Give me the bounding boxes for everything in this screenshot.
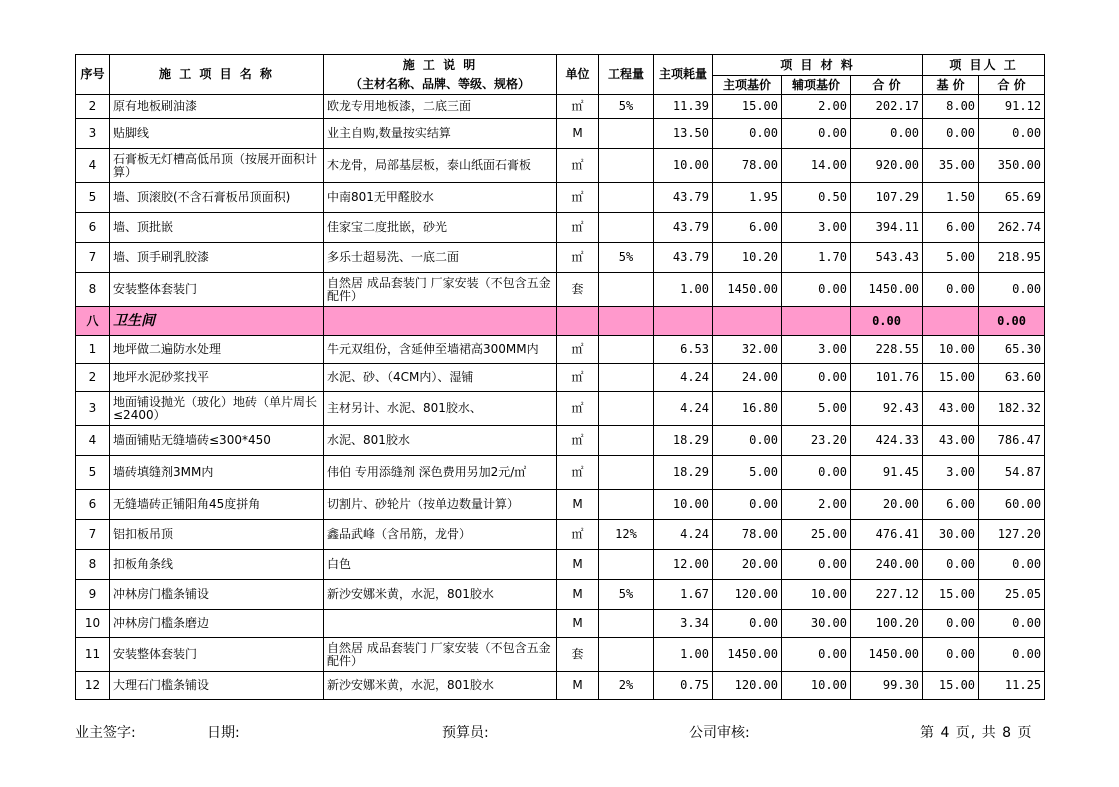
row-no: 8 [76,550,110,580]
row-main-base: 24.00 [713,364,782,392]
header-name: 施 工 项 目 名 称 [110,55,324,95]
row-main-base: 120.00 [713,580,782,610]
row-aux-base: 14.00 [782,149,851,183]
row-name: 无缝墙砖正铺阳角45度拼角 [110,490,324,520]
row-usage: 12.00 [654,550,713,580]
row-mat-total: 394.11 [851,213,923,243]
row-labor-total: 65.30 [979,336,1045,364]
row-aux-base: 23.20 [782,426,851,456]
row-unit: M [557,610,599,638]
row-usage: 18.29 [654,456,713,490]
row-labor-base: 15.00 [923,672,979,700]
row-labor-total: 63.60 [979,364,1045,392]
row-qty [599,610,654,638]
row-no: 12 [76,672,110,700]
row-labor-base: 8.00 [923,95,979,119]
row-name: 墙面铺贴无缝墙砖≤300*450 [110,426,324,456]
row-desc: 切割片、砂轮片（按单边数量计算） [324,490,557,520]
table-row [76,149,1045,183]
row-labor-base: 15.00 [923,580,979,610]
row-qty: 5% [599,95,654,119]
row-aux-base: 2.00 [782,95,851,119]
section-cell [782,307,851,336]
row-main-base: 1450.00 [713,273,782,307]
section-name: 卫生间 [110,307,324,336]
section-cell [599,307,654,336]
row-no: 1 [76,336,110,364]
row-aux-base: 0.00 [782,364,851,392]
row-desc: 中南801无甲醛胶水 [324,183,557,213]
row-desc: 自然居 成品套装门 厂家安装（不包含五金配件） [324,273,557,307]
row-unit: ㎡ [557,456,599,490]
row-desc: 牛元双组份，含延伸至墙裙高300MM内 [324,336,557,364]
row-labor-base: 35.00 [923,149,979,183]
row-unit: M [557,580,599,610]
row-desc: 佳家宝二度批嵌，砂光 [324,213,557,243]
row-main-base: 10.20 [713,243,782,273]
row-mat-total: 91.45 [851,456,923,490]
header-aux-base: 辅项基价 [782,76,851,95]
row-desc: 欧龙专用地板漆，二底三面 [324,95,557,119]
row-labor-total: 0.00 [979,638,1045,672]
row-main-base: 15.00 [713,95,782,119]
row-aux-base: 3.00 [782,336,851,364]
row-main-base: 5.00 [713,456,782,490]
row-no: 11 [76,638,110,672]
row-labor-base: 6.00 [923,490,979,520]
table-row [76,426,1045,456]
row-labor-base: 43.00 [923,426,979,456]
row-aux-base: 0.00 [782,273,851,307]
header-material: 项 目 材 料 [713,55,923,76]
row-labor-total: 91.12 [979,95,1045,119]
row-desc: 多乐士超易洗、一底二面 [324,243,557,273]
row-usage: 0.75 [654,672,713,700]
header-seq: 序号 [76,55,110,95]
row-name: 墙、顶手刷乳胶漆 [110,243,324,273]
table-row [76,336,1045,364]
row-name: 安装整体套装门 [110,638,324,672]
row-no: 8 [76,273,110,307]
row-usage: 10.00 [654,490,713,520]
row-usage: 43.79 [654,183,713,213]
row-labor-total: 127.20 [979,520,1045,550]
row-labor-base: 0.00 [923,638,979,672]
row-usage: 1.00 [654,638,713,672]
row-mat-total: 99.30 [851,672,923,700]
header-qty: 工程量 [599,55,654,95]
row-no: 2 [76,364,110,392]
row-labor-base: 0.00 [923,610,979,638]
row-qty [599,392,654,426]
row-qty [599,183,654,213]
row-qty [599,364,654,392]
row-aux-base: 0.00 [782,550,851,580]
row-no: 6 [76,490,110,520]
row-main-base: 6.00 [713,213,782,243]
row-mat-total: 228.55 [851,336,923,364]
row-name: 地坪做二遍防水处理 [110,336,324,364]
row-labor-base: 5.00 [923,243,979,273]
row-usage: 4.24 [654,364,713,392]
header-labor: 项 目人 工 [923,55,1045,76]
row-unit: M [557,672,599,700]
header-desc-sub: （主材名称、品牌、等级、规格） [324,76,557,95]
row-labor-base: 6.00 [923,213,979,243]
page-indicator: 第 4 页, 共 8 页 [920,725,1033,741]
row-aux-base: 10.00 [782,672,851,700]
row-no: 6 [76,213,110,243]
row-main-base: 78.00 [713,520,782,550]
row-aux-base: 0.00 [782,638,851,672]
row-desc: 业主自购,数量按实结算 [324,119,557,149]
section-labor-total: 0.00 [979,307,1045,336]
row-main-base: 32.00 [713,336,782,364]
row-usage: 3.34 [654,610,713,638]
table-row [76,520,1045,550]
row-labor-total: 786.47 [979,426,1045,456]
row-no: 9 [76,580,110,610]
section-cell [557,307,599,336]
row-name: 墙、顶批嵌 [110,213,324,243]
row-labor-base: 3.00 [923,456,979,490]
row-labor-total: 218.95 [979,243,1045,273]
row-labor-total: 0.00 [979,610,1045,638]
row-usage: 4.24 [654,520,713,550]
row-main-base: 120.00 [713,672,782,700]
row-main-base: 0.00 [713,610,782,638]
row-unit: ㎡ [557,95,599,119]
row-mat-total: 1450.00 [851,638,923,672]
row-desc: 自然居 成品套装门 厂家安装（不包含五金配件） [324,638,557,672]
row-desc: 水泥、801胶水 [324,426,557,456]
row-desc: 新沙安娜米黄，水泥，801胶水 [324,672,557,700]
row-labor-total: 350.00 [979,149,1045,183]
section-mat-total: 0.00 [851,307,923,336]
row-mat-total: 227.12 [851,580,923,610]
row-usage: 10.00 [654,149,713,183]
row-unit: M [557,119,599,149]
row-qty [599,149,654,183]
row-unit: ㎡ [557,392,599,426]
row-no: 4 [76,149,110,183]
estimator-label: 预算员: [442,725,489,741]
row-no: 3 [76,392,110,426]
header-unit: 单位 [557,55,599,95]
table-row [76,95,1045,119]
row-no: 5 [76,183,110,213]
row-qty [599,456,654,490]
header-labor-total: 合 价 [979,76,1045,95]
row-qty [599,638,654,672]
row-unit: ㎡ [557,149,599,183]
row-desc: 木龙骨，局部基层板，泰山纸面石膏板 [324,149,557,183]
row-unit: ㎡ [557,183,599,213]
row-name: 地面铺设抛光（玻化）地砖（单片周长≤2400） [110,392,324,426]
row-labor-base: 15.00 [923,364,979,392]
table-row [76,273,1045,307]
row-mat-total: 101.76 [851,364,923,392]
row-mat-total: 543.43 [851,243,923,273]
row-labor-base: 0.00 [923,119,979,149]
row-labor-total: 54.87 [979,456,1045,490]
row-desc: 伟伯 专用添缝剂 深色费用另加2元/㎡ [324,456,557,490]
row-labor-total: 65.69 [979,183,1045,213]
row-labor-total: 0.00 [979,119,1045,149]
row-mat-total: 20.00 [851,490,923,520]
row-name: 原有地板刷油漆 [110,95,324,119]
section-cell [923,307,979,336]
row-labor-base: 0.00 [923,273,979,307]
row-mat-total: 476.41 [851,520,923,550]
row-unit: ㎡ [557,520,599,550]
row-qty [599,273,654,307]
header-row-1 [76,55,1045,76]
row-aux-base: 0.00 [782,119,851,149]
table-row [76,243,1045,273]
header-mat-total: 合 价 [851,76,923,95]
row-no: 4 [76,426,110,456]
row-mat-total: 920.00 [851,149,923,183]
section-cell [713,307,782,336]
table-row [76,580,1045,610]
owner-sign-label: 业主签字: [75,725,136,741]
row-aux-base: 0.50 [782,183,851,213]
row-main-base: 16.80 [713,392,782,426]
row-aux-base: 25.00 [782,520,851,550]
section-cell [324,307,557,336]
row-main-base: 0.00 [713,490,782,520]
row-qty [599,490,654,520]
row-labor-total: 11.25 [979,672,1045,700]
row-labor-total: 262.74 [979,213,1045,243]
row-usage: 13.50 [654,119,713,149]
row-mat-total: 0.00 [851,119,923,149]
row-mat-total: 202.17 [851,95,923,119]
row-desc: 新沙安娜米黄，水泥，801胶水 [324,580,557,610]
row-unit: ㎡ [557,243,599,273]
table-row [76,364,1045,392]
section-cell [654,307,713,336]
row-mat-total: 107.29 [851,183,923,213]
row-no: 7 [76,520,110,550]
row-aux-base: 30.00 [782,610,851,638]
row-labor-total: 0.00 [979,273,1045,307]
row-qty [599,119,654,149]
row-name: 安装整体套装门 [110,273,324,307]
row-labor-total: 0.00 [979,550,1045,580]
row-main-base: 78.00 [713,149,782,183]
section-row [76,307,1045,336]
row-qty [599,550,654,580]
row-unit: ㎡ [557,426,599,456]
row-mat-total: 424.33 [851,426,923,456]
row-unit: 套 [557,638,599,672]
table-row [76,490,1045,520]
table-row [76,672,1045,700]
row-qty: 5% [599,243,654,273]
row-unit: M [557,550,599,580]
row-labor-base: 30.00 [923,520,979,550]
row-qty: 12% [599,520,654,550]
row-unit: ㎡ [557,213,599,243]
row-main-base: 20.00 [713,550,782,580]
date-label: 日期: [207,725,240,741]
row-name: 石膏板无灯槽高低吊顶（按展开面积计算） [110,149,324,183]
table-row [76,638,1045,672]
table-row [76,610,1045,638]
row-name: 贴脚线 [110,119,324,149]
table-row [76,456,1045,490]
row-name: 冲林房门槛条铺设 [110,580,324,610]
row-aux-base: 1.70 [782,243,851,273]
company-review-label: 公司审核: [689,725,750,741]
row-desc: 水泥、砂、（4CM内）、湿铺 [324,364,557,392]
row-labor-total: 182.32 [979,392,1045,426]
row-labor-total: 60.00 [979,490,1045,520]
row-name: 扣板角条线 [110,550,324,580]
table-row [76,183,1045,213]
row-usage: 43.79 [654,213,713,243]
row-mat-total: 1450.00 [851,273,923,307]
row-no: 5 [76,456,110,490]
row-mat-total: 240.00 [851,550,923,580]
row-usage: 1.67 [654,580,713,610]
row-name: 冲林房门槛条磨边 [110,610,324,638]
row-usage: 1.00 [654,273,713,307]
row-labor-base: 43.00 [923,392,979,426]
section-no: 八 [76,307,110,336]
row-name: 墙、顶滚胶(不含石膏板吊顶面积) [110,183,324,213]
row-main-base: 0.00 [713,426,782,456]
row-labor-total: 25.05 [979,580,1045,610]
row-desc [324,610,557,638]
row-usage: 11.39 [654,95,713,119]
row-usage: 4.24 [654,392,713,426]
row-qty: 5% [599,580,654,610]
row-main-base: 1.95 [713,183,782,213]
row-unit: 套 [557,273,599,307]
row-mat-total: 92.43 [851,392,923,426]
row-no: 2 [76,95,110,119]
row-main-base: 1450.00 [713,638,782,672]
budget-table [75,54,1045,700]
table-row [76,392,1045,426]
header-main-usage: 主项耗量 [654,55,713,95]
row-aux-base: 10.00 [782,580,851,610]
row-aux-base: 3.00 [782,213,851,243]
row-qty [599,336,654,364]
row-unit: ㎡ [557,336,599,364]
table-row [76,550,1045,580]
row-main-base: 0.00 [713,119,782,149]
row-labor-base: 0.00 [923,550,979,580]
row-no: 3 [76,119,110,149]
row-mat-total: 100.20 [851,610,923,638]
row-aux-base: 0.00 [782,456,851,490]
row-qty: 2% [599,672,654,700]
row-aux-base: 2.00 [782,490,851,520]
row-desc: 主材另计、水泥、801胶水、 [324,392,557,426]
row-desc: 鑫品武峰（含吊筋，龙骨） [324,520,557,550]
row-labor-base: 10.00 [923,336,979,364]
row-usage: 18.29 [654,426,713,456]
row-name: 地坪水泥砂浆找平 [110,364,324,392]
row-aux-base: 5.00 [782,392,851,426]
table-row [76,213,1045,243]
row-qty [599,426,654,456]
table-row [76,119,1045,149]
row-usage: 6.53 [654,336,713,364]
header-main-base: 主项基价 [713,76,782,95]
row-qty [599,213,654,243]
row-unit: ㎡ [557,364,599,392]
row-name: 大理石门槛条铺设 [110,672,324,700]
row-unit: M [557,490,599,520]
row-no: 7 [76,243,110,273]
row-labor-base: 1.50 [923,183,979,213]
row-usage: 43.79 [654,243,713,273]
row-name: 墙砖填缝剂3MM内 [110,456,324,490]
row-desc: 白色 [324,550,557,580]
header-desc: 施 工 说 明 [324,55,557,76]
header-labor-base: 基 价 [923,76,979,95]
row-name: 铝扣板吊顶 [110,520,324,550]
row-no: 10 [76,610,110,638]
